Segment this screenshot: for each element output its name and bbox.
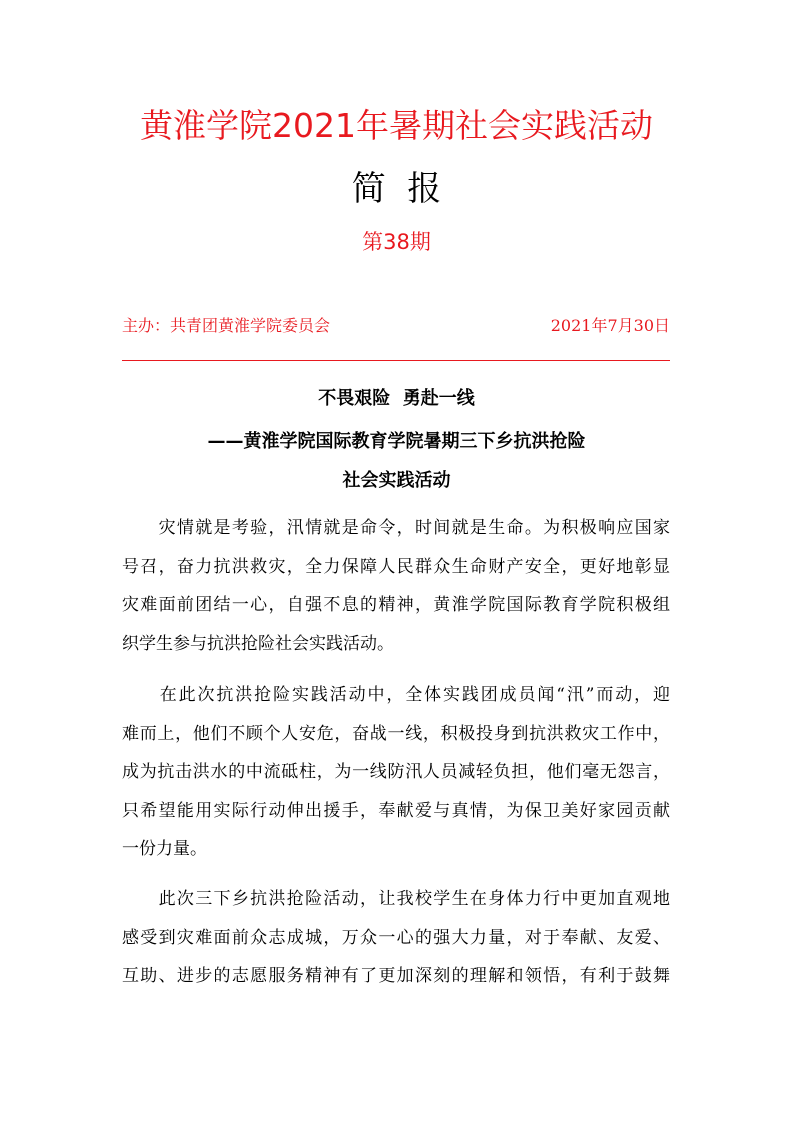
organizer-label: 主办：共青团黄淮学院委员会 xyxy=(122,316,331,335)
paragraph-line: 成为抗击洪水的中流砥柱，为一线防汛人员减轻负担，他们毫无怨言， xyxy=(122,762,670,782)
paragraph-line: 难而上，他们不顾个人安危，奋战一线，积极投身到抗洪救灾工作中， xyxy=(122,723,670,744)
publish-date: 2021年7月30日 xyxy=(550,316,670,335)
bulletin-title: 黄淮学院2021年暑期社会实践活动 xyxy=(140,106,653,145)
paragraph-3 xyxy=(122,880,670,996)
article-heading: 不畏艰险 勇赴一线 xyxy=(318,388,475,409)
paragraph-line: 灾情就是考验，汛情就是命令，时间就是生命。为积极响应国家 xyxy=(122,518,670,538)
paragraph-line: 感受到灾难面前众志成城，万众一心的强大力量，对于奉献、友爱、 xyxy=(122,927,670,948)
paragraph-1 xyxy=(122,509,670,663)
paragraph-line: 此次三下乡抗洪抢险活动，让我校学生在身体力行中更加直观地 xyxy=(122,889,670,909)
paragraph-line: 在此次抗洪抢险实践活动中，全体实践团成员闻“汛”而动，迎 xyxy=(122,685,670,705)
paragraph-line: 号召，奋力抗洪救灾，全力保障人民群众生命财产安全，更好地彰显 xyxy=(122,556,670,577)
article-subheading-continued: 社会实践活动 xyxy=(342,470,451,491)
meta-row xyxy=(122,314,670,338)
bulletin-subtitle: 简 报 xyxy=(351,169,442,209)
header-divider xyxy=(122,360,670,361)
paragraph-2 xyxy=(122,676,670,869)
issue-number: 第38期 xyxy=(362,230,431,254)
paragraph-line: 一份力量。 xyxy=(122,839,207,859)
article-subheading: ——黄淮学院国际教育学院暑期三下乡抗洪抢险 xyxy=(207,431,586,452)
paragraph-line: 互助、进步的志愿服务精神有了更加深刻的理解和领悟，有利于鼓舞 xyxy=(122,966,670,986)
paragraph-line: 织学生参与抗洪抢险社会实践活动。 xyxy=(122,633,394,654)
paragraph-line: 只希望能用实际行动伸出援手，奉献爱与真情，为保卫美好家园贡献 xyxy=(122,800,670,821)
paragraph-line: 灾难面前团结一心，自强不息的精神，黄淮学院国际教育学院积极组 xyxy=(122,595,670,615)
